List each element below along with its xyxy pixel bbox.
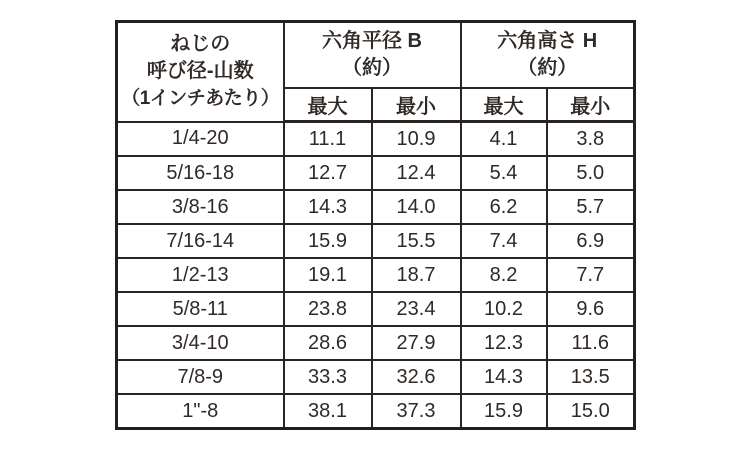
cell-h-max: 7.4 xyxy=(461,224,547,258)
cell-size-label: 1/2-13 xyxy=(117,258,284,292)
cell-b-min: 32.6 xyxy=(372,360,461,394)
cell-h-min: 7.7 xyxy=(547,258,635,292)
cell-b-min: 23.4 xyxy=(372,292,461,326)
cell-h-min: 5.0 xyxy=(547,156,635,190)
cell-h-max: 6.2 xyxy=(461,190,547,224)
cell-h-max: 5.4 xyxy=(461,156,547,190)
group-header-hex-height-h-subtitle: （約） xyxy=(517,57,578,79)
cell-b-max: 19.1 xyxy=(284,258,372,292)
cell-size-label: 1/4-20 xyxy=(117,122,284,157)
cell-size-label: 5/8-11 xyxy=(117,292,284,326)
table-row xyxy=(117,292,635,326)
cell-h-min: 11.6 xyxy=(547,326,635,360)
cell-h-min: 13.5 xyxy=(547,360,635,394)
sub-header-h-max: 最大 xyxy=(461,88,547,122)
cell-h-max: 14.3 xyxy=(461,360,547,394)
cell-b-max: 23.8 xyxy=(284,292,372,326)
cell-h-min: 5.7 xyxy=(547,190,635,224)
spec-table-wrapper xyxy=(115,20,636,430)
cell-b-max: 12.7 xyxy=(284,156,372,190)
cell-b-min: 15.5 xyxy=(372,224,461,258)
cell-size-label: 3/4-10 xyxy=(117,326,284,360)
col-header-screw-size xyxy=(117,22,284,122)
col-header-screw-size-line3: （1インチあたり） xyxy=(121,88,280,110)
table-row xyxy=(117,394,635,429)
cell-b-min: 37.3 xyxy=(372,394,461,429)
cell-b-min: 10.9 xyxy=(372,122,461,157)
cell-h-min: 3.8 xyxy=(547,122,635,157)
cell-b-max: 33.3 xyxy=(284,360,372,394)
group-header-hex-width-b-title: 六角平径 B xyxy=(322,30,422,52)
cell-size-label: 7/16-14 xyxy=(117,224,284,258)
cell-h-max: 15.9 xyxy=(461,394,547,429)
table-row xyxy=(117,224,635,258)
header-group-row xyxy=(117,22,635,89)
sub-header-b-min: 最小 xyxy=(372,88,461,122)
table-row xyxy=(117,122,635,157)
col-header-screw-size-line1: ねじの xyxy=(170,33,231,56)
cell-h-max: 4.1 xyxy=(461,122,547,157)
sub-header-h-min: 最小 xyxy=(547,88,635,122)
cell-size-label: 3/8-16 xyxy=(117,190,284,224)
cell-b-max: 14.3 xyxy=(284,190,372,224)
table-row xyxy=(117,258,635,292)
cell-h-max: 8.2 xyxy=(461,258,547,292)
group-header-hex-width-b xyxy=(284,22,461,89)
cell-b-max: 11.1 xyxy=(284,122,372,157)
cell-b-max: 38.1 xyxy=(284,394,372,429)
cell-h-max: 10.2 xyxy=(461,292,547,326)
cell-h-min: 15.0 xyxy=(547,394,635,429)
cell-size-label: 7/8-9 xyxy=(117,360,284,394)
table-row xyxy=(117,326,635,360)
cell-b-min: 12.4 xyxy=(372,156,461,190)
group-header-hex-height-h xyxy=(461,22,635,89)
col-header-screw-size-line2: 呼び径-山数 xyxy=(146,60,254,83)
cell-size-label: 5/16-18 xyxy=(117,156,284,190)
sub-header-b-max: 最大 xyxy=(284,88,372,122)
cell-size-label: 1"-8 xyxy=(117,394,284,429)
table-row xyxy=(117,190,635,224)
cell-h-max: 12.3 xyxy=(461,326,547,360)
cell-b-max: 28.6 xyxy=(284,326,372,360)
group-header-hex-height-h-title: 六角高さ H xyxy=(497,30,598,52)
cell-b-min: 18.7 xyxy=(372,258,461,292)
group-header-hex-width-b-subtitle: （約） xyxy=(342,57,402,79)
cell-b-max: 15.9 xyxy=(284,224,372,258)
cell-h-min: 9.6 xyxy=(547,292,635,326)
table-row xyxy=(117,360,635,394)
screw-spec-table xyxy=(115,20,636,430)
cell-h-min: 6.9 xyxy=(547,224,635,258)
cell-b-min: 14.0 xyxy=(372,190,461,224)
table-row xyxy=(117,156,635,190)
cell-b-min: 27.9 xyxy=(372,326,461,360)
